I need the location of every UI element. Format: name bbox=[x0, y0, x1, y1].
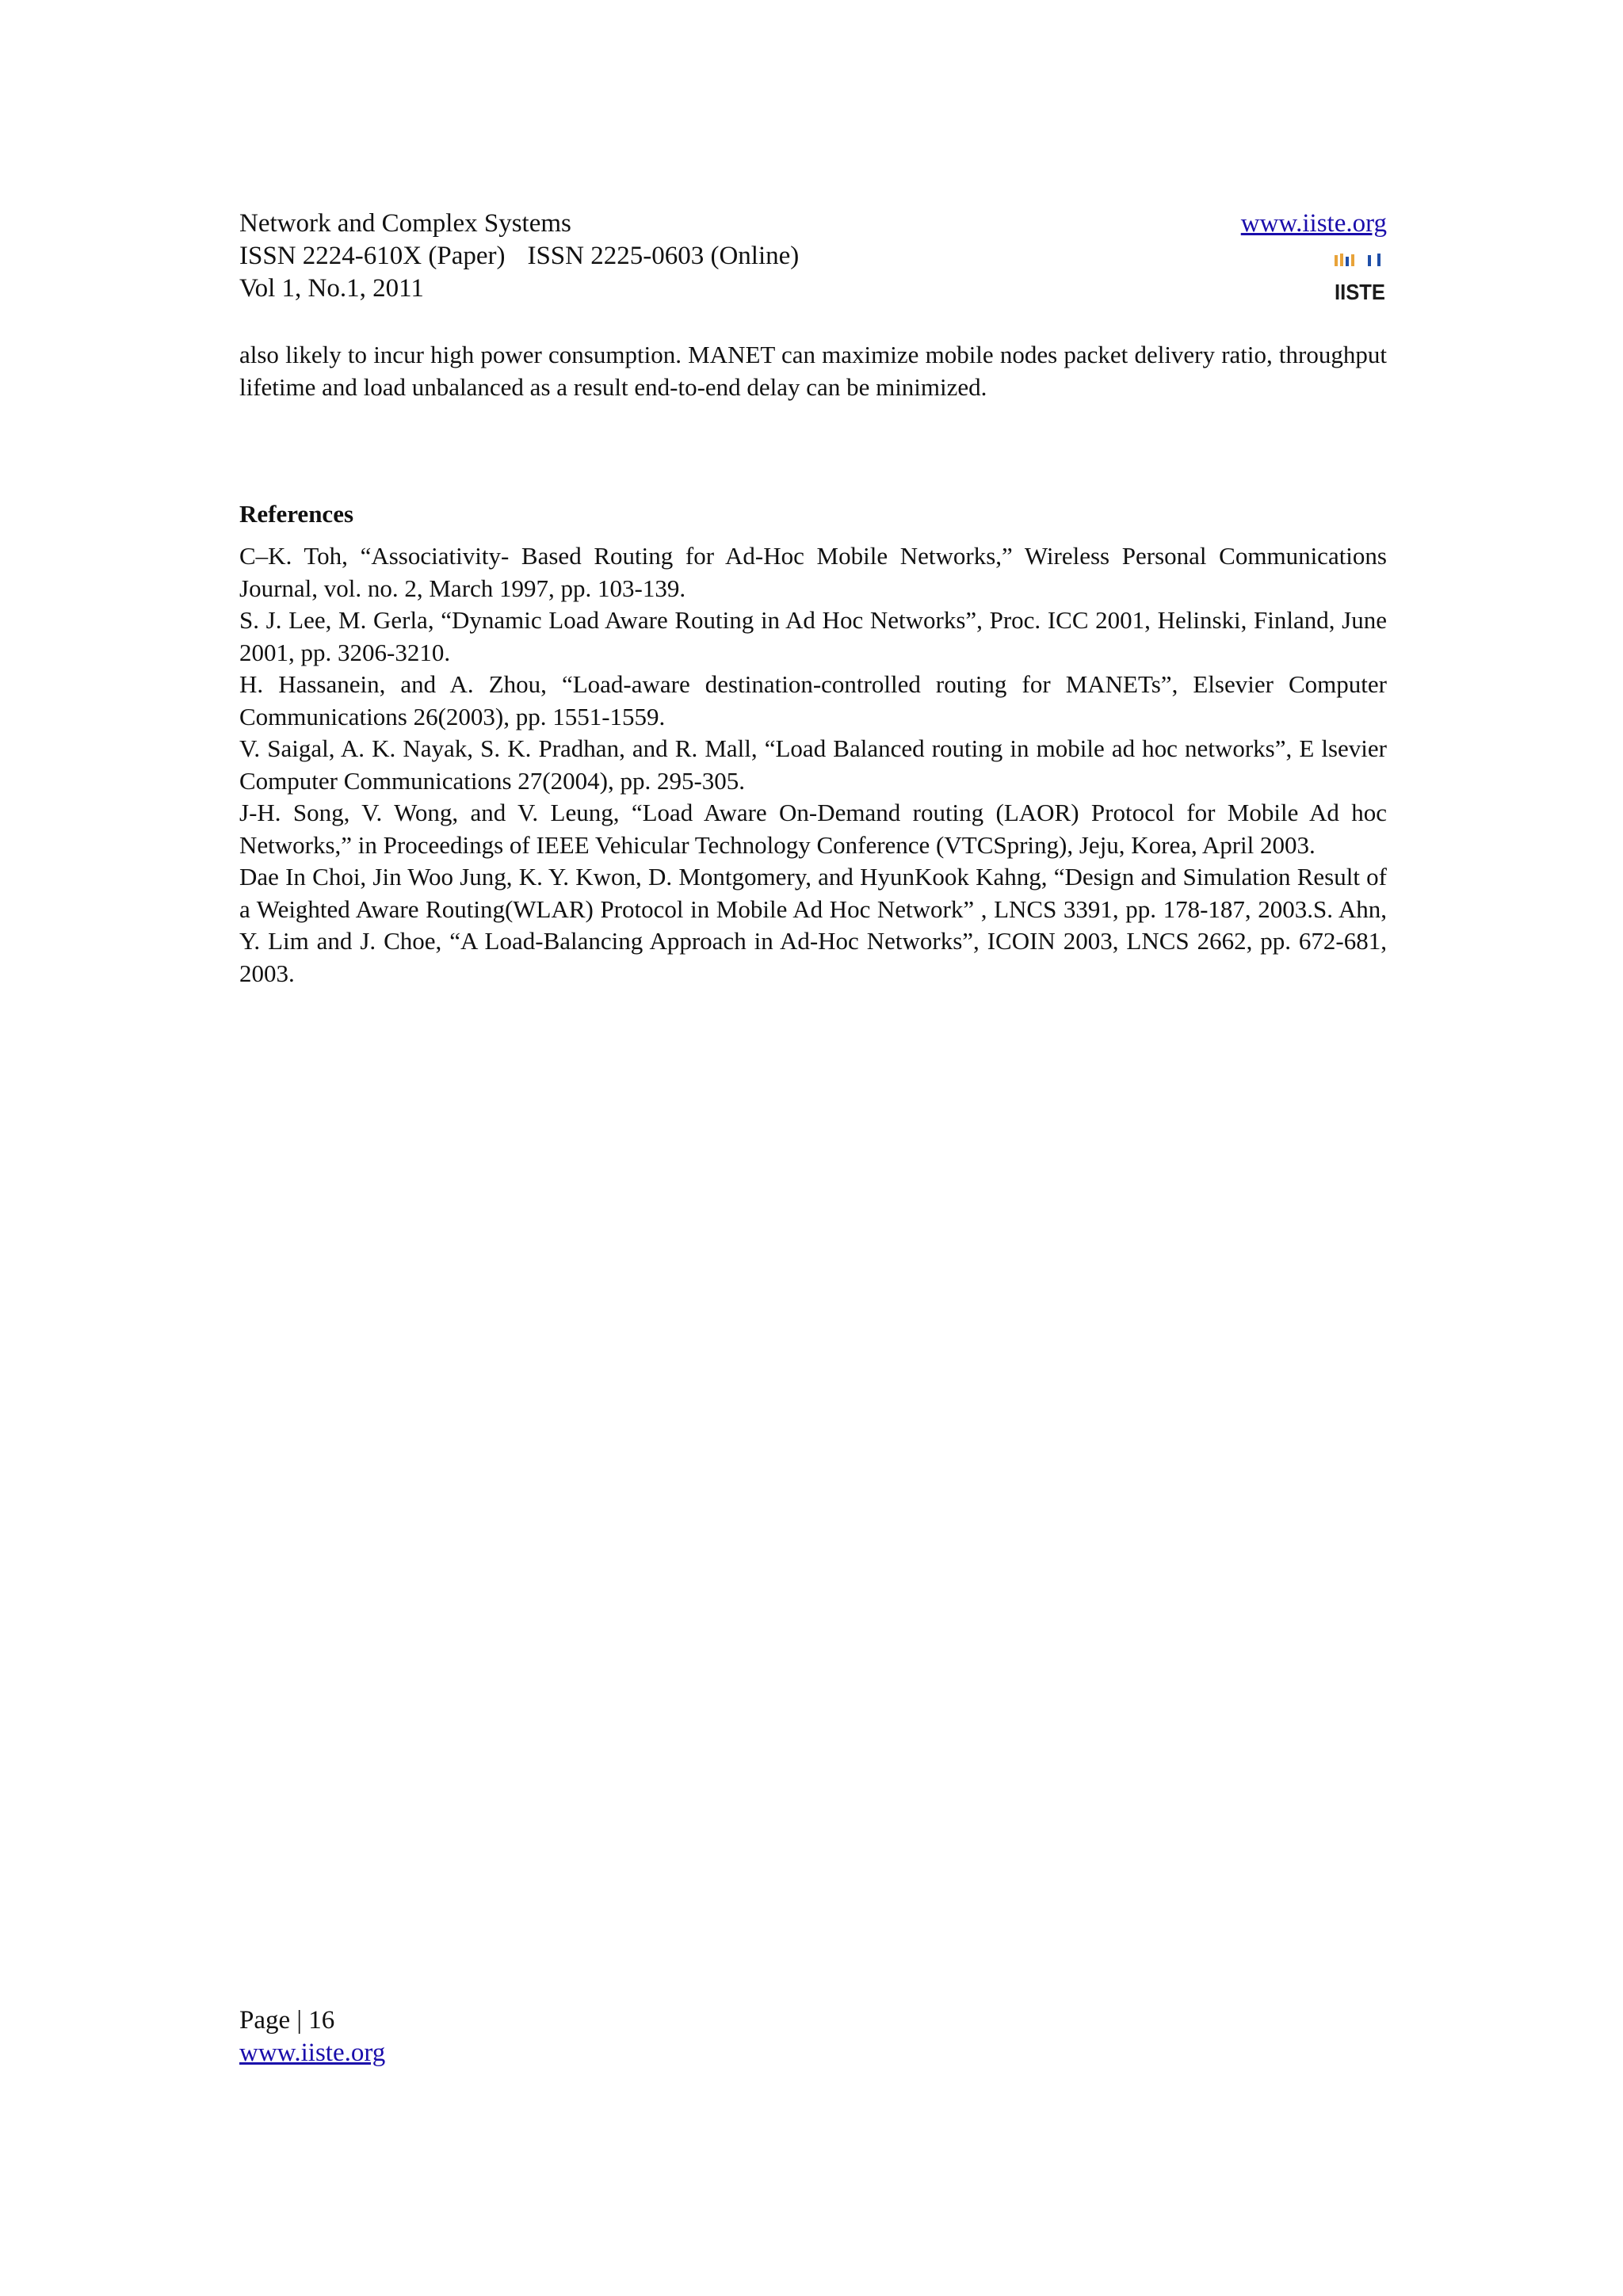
reference-item: H. Hassanein, and A. Zhou, “Load-aware destination-controlled routing for MANETs”, Elsevier Computer Communications 26(2003), pp. 1551-1559. bbox=[239, 670, 1387, 730]
reference-item: J-H. Song, V. Wong, and V. Leung, “Load Aware On-Demand routing (LAOR) Protocol for Mobile Ad hoc Networks,” in Proceedings of IEEE Vehicular Technology Conference (VTCSpring), Jeju, Korea, April 2003. bbox=[239, 799, 1387, 859]
logo-bar bbox=[1377, 254, 1381, 266]
references-list bbox=[239, 540, 1387, 990]
page-number: Page | 16 bbox=[239, 2006, 335, 2035]
logo-text: IISTE bbox=[1335, 280, 1385, 304]
logo-bar bbox=[1335, 255, 1338, 266]
body-paragraph: also likely to incur high power consumption. MANET can maximize mobile nodes packet delivery ratio, throughput lifetime and load unbalanced as a result end-to-end delay can be minimized. bbox=[239, 341, 1387, 401]
reference-item: V. Saigal, A. K. Nayak, S. K. Pradhan, and R. Mall, “Load Balanced routing in mobile ad hoc networks”, E lsevier Computer Communications 27(2004), pp. 295-305. bbox=[239, 734, 1387, 795]
issn-paper: ISSN 2224-610X (Paper) bbox=[239, 242, 506, 270]
reference-item: C–K. Toh, “Associativity- Based Routing for Ad-Hoc Mobile Networks,” Wireless Personal Communications Journal, vol. no. 2, March 1997, pp. 103-139. bbox=[239, 542, 1387, 602]
iiste-logo bbox=[1333, 252, 1387, 304]
logo-bar bbox=[1340, 254, 1343, 266]
page-header bbox=[239, 208, 1387, 305]
logo-bar bbox=[1368, 255, 1371, 266]
reference-item: Dae In Choi, Jin Woo Jung, K. Y. Kwon, D. Montgomery, and HyunKook Kahng, “Design and Simulation Result of a Weighted Aware Routing(WLAR) Protocol in Mobile Ad Hoc Network” , LNCS 3391, pp. 178-187, 2003.S. Ahn, Y. Lim and J. Choe, “A Load-Balancing Approach in Ad-Hoc Networks”, ICOIN 2003, LNCS 2662, pp. 672-681, 2003. bbox=[239, 863, 1387, 987]
issn-online: ISSN 2225-0603 (Online) bbox=[527, 242, 800, 270]
volume-info: Vol 1, No.1, 2011 bbox=[239, 274, 424, 303]
page-footer bbox=[239, 2004, 385, 2069]
header-website-link[interactable]: www.iiste.org bbox=[1240, 209, 1387, 238]
journal-title: Network and Complex Systems bbox=[239, 209, 571, 238]
reference-item: S. J. Lee, M. Gerla, “Dynamic Load Aware Routing in Ad Hoc Networks”, Proc. ICC 2001, Helinski, Finland, June 2001, pp. 3206-3210. bbox=[239, 606, 1387, 666]
footer-website-link[interactable]: www.iiste.org bbox=[239, 2039, 386, 2067]
references-heading: References bbox=[239, 500, 354, 528]
issn-line bbox=[239, 240, 1387, 273]
logo-bar bbox=[1346, 257, 1349, 266]
logo-bar bbox=[1351, 254, 1354, 266]
